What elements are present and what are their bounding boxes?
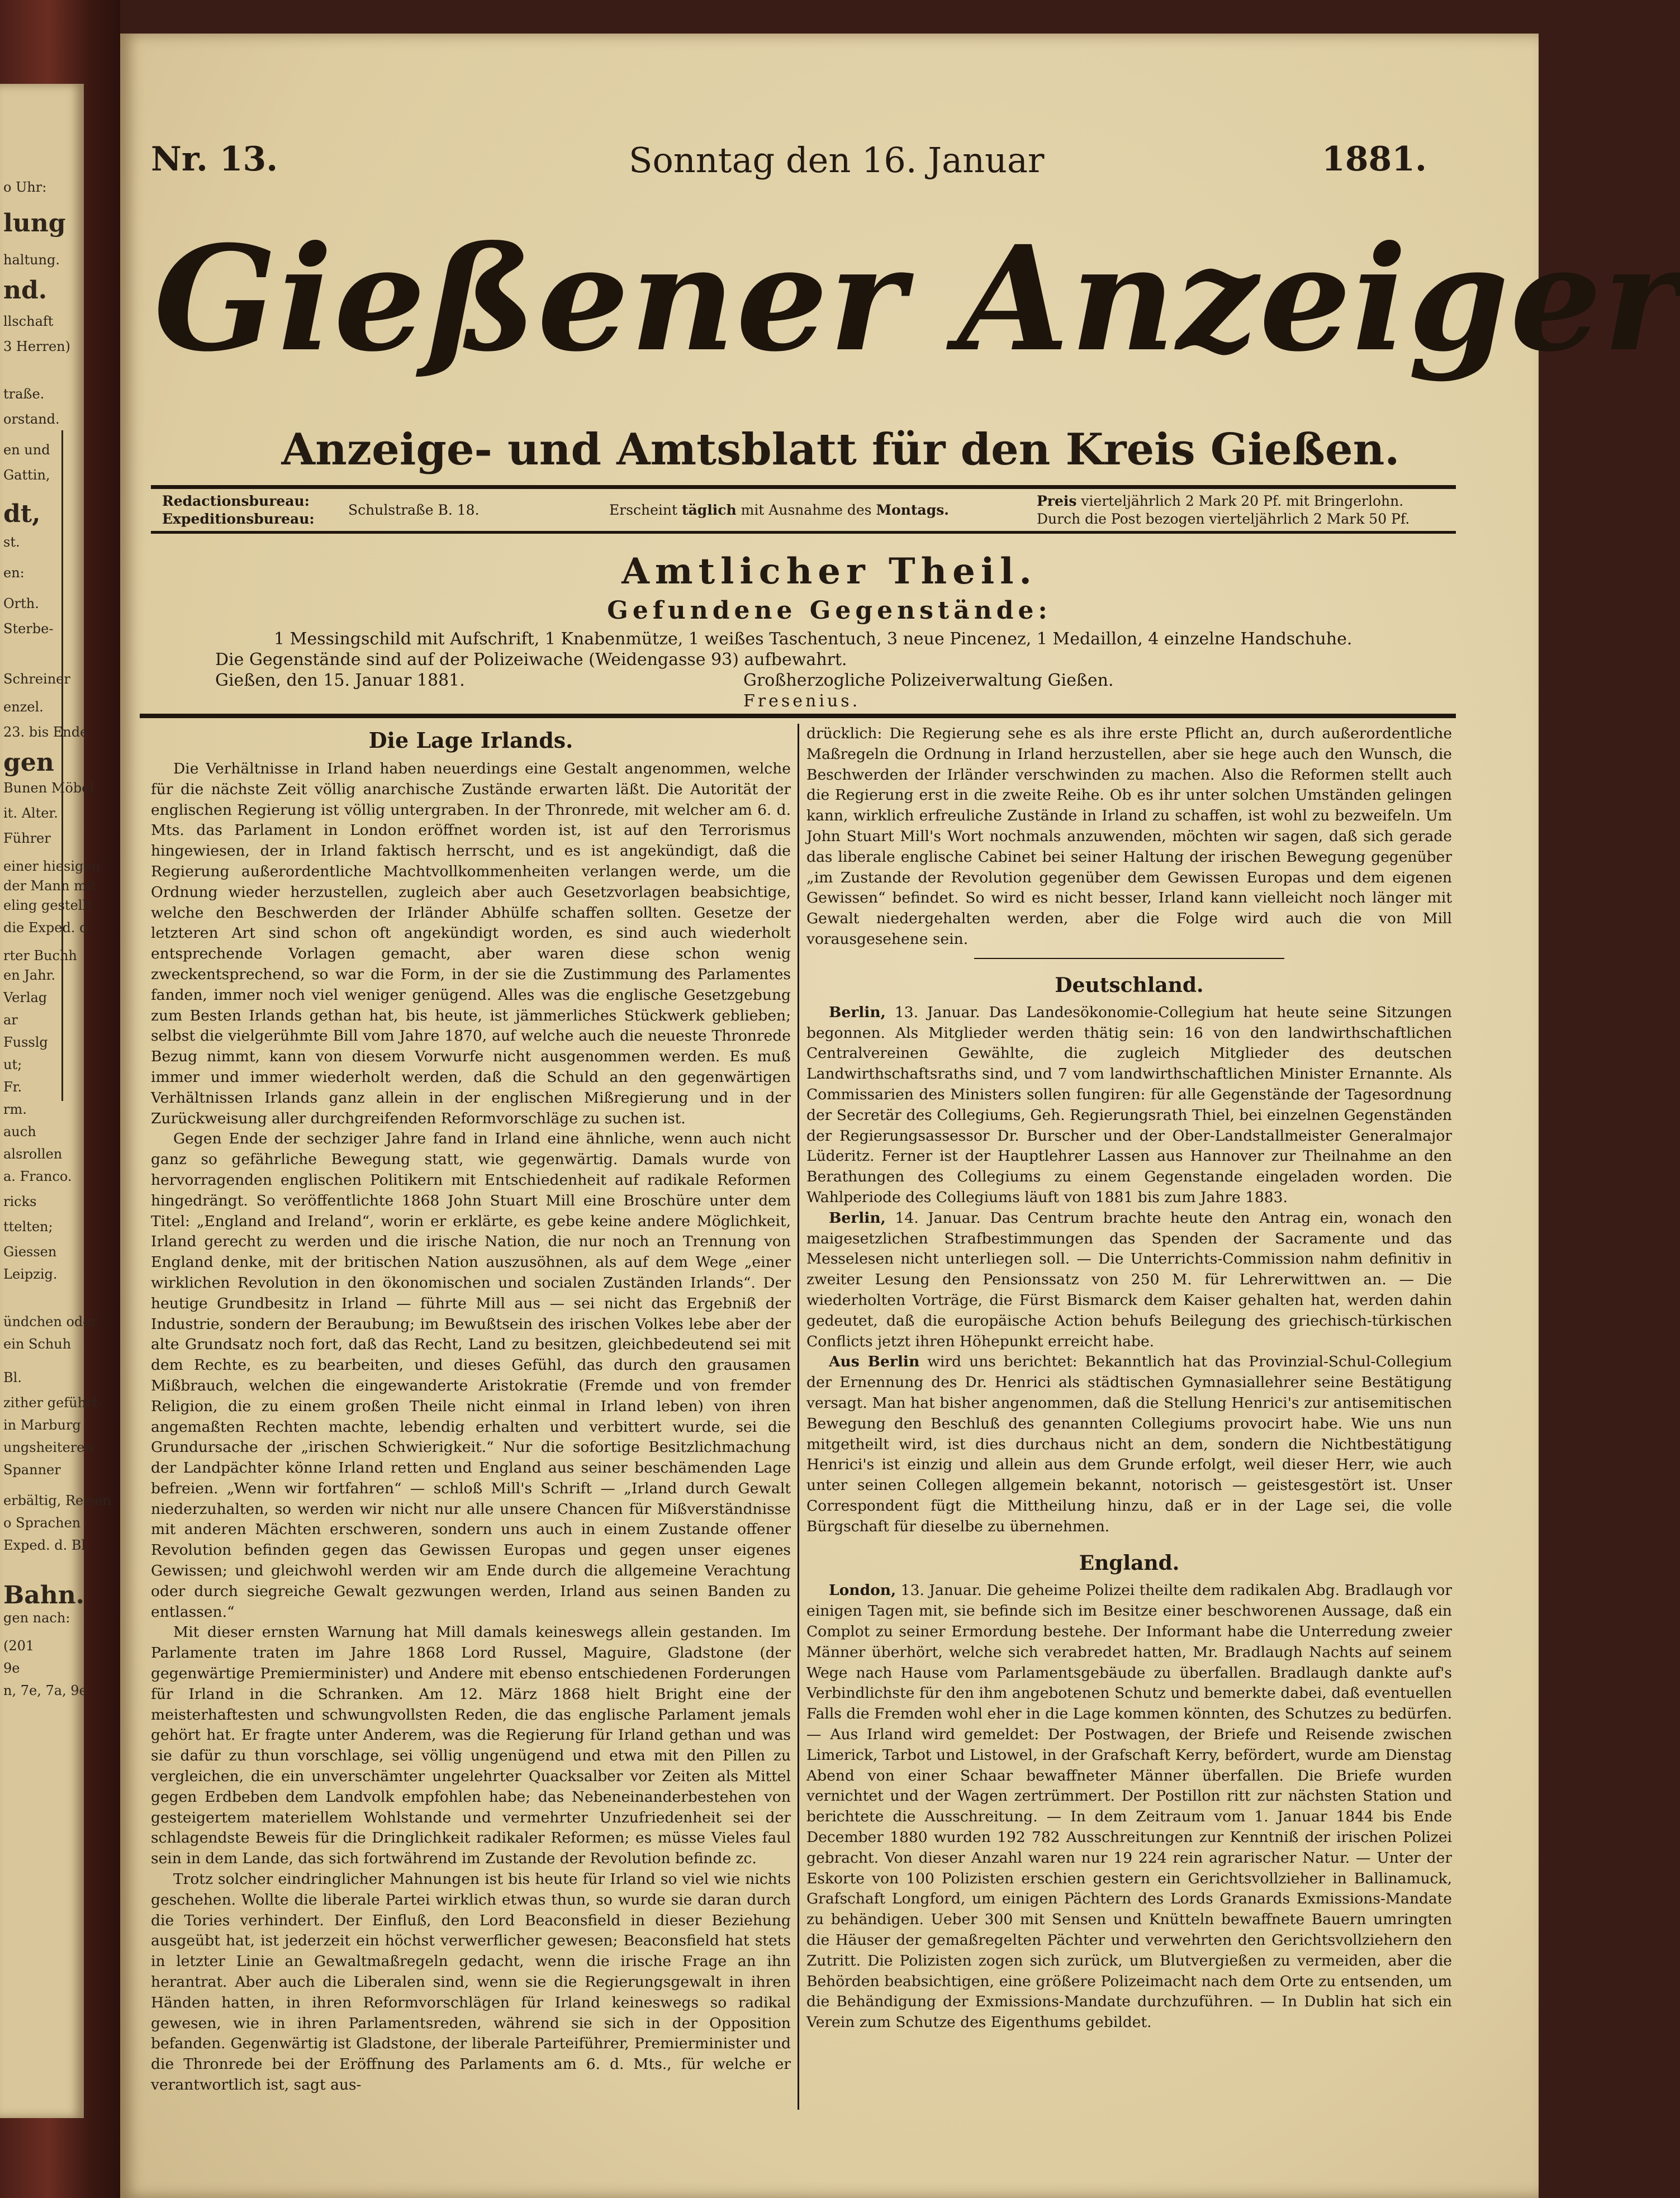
- article-end-rule: [974, 958, 1284, 959]
- previous-page-fragment: ut;: [3, 1057, 22, 1072]
- section-heading-deutschland: Deutschland.: [1055, 973, 1204, 997]
- previous-page-fragment: Verlag: [3, 990, 48, 1005]
- previous-page-fragment: gen nach:: [3, 1610, 70, 1626]
- previous-page-fragment: erbältig, Reisen: [3, 1493, 111, 1508]
- previous-page-edge: [0, 84, 111, 2118]
- column-divider: [798, 724, 799, 2110]
- previous-page-fragment: Fusslg: [3, 1034, 48, 1050]
- previous-page-fragment: gen: [3, 748, 54, 777]
- article-paragraph: Trotz solcher eindringlicher Mahnungen ist bis heute für Irland so viel wie nichts geschehen. Wollte die liberale Partei wirklich etwas thun, so wurde sie daran durch die Tories verhindert. Der Einfluß, den Lord Beaconsfield in dieser Beziehung ausgeübt hat, ist jederzeit ein höchst verwerflicher gewesen; Beaconsfield hat stets in letzter Linie an Gewaltmaßregeln gedacht, wenn die irische Frage an ihn herantrat. Aber auch die Liberalen sind, wenn sie die Regierungsgewalt in ihren Händen hatten, in ihren Reformvorschlägen für Irland keineswegs so radikal gewesen, wie in ihren Parlamentsreden, während sie sich in der Opposition befanden. Gegenwärtig ist Gladstone, der liberale Parteiführer, Premierminister und die Thronrede bei der Eröffnung des Parlaments am 6. d. Mts., für welche er verantwortlich ist, sagt aus-: [151, 1871, 791, 2093]
- storage-notice: Die Gegenstände sind auf der Polizeiwache (Weidengasse 93) aufbewahrt.: [215, 650, 847, 670]
- previous-page-fragment: ündchen oder: [3, 1314, 97, 1330]
- newspaper-subtitle: Anzeige- und Amtsblatt für den Kreis Gießen.: [281, 424, 1400, 475]
- news-dateline: Berlin,: [829, 1003, 886, 1021]
- news-dateline: Aus Berlin: [829, 1353, 920, 1371]
- previous-page-fragment: eling gestellt: [3, 898, 92, 913]
- news-item: [806, 1208, 1452, 1352]
- article-heading-ireland: Die Lage Irlands.: [368, 728, 573, 753]
- previous-page-fragment: einer hiesigen: [3, 858, 100, 874]
- newspaper-page: [120, 34, 1680, 2198]
- news-text: 13. Januar. Die geheime Polizei theilte dem radikalen Abg. Bradlaugh vor einigen Tagen mit, sie befinde sich im Besitze einer beschworenen Aussage, daß ein Complot zu seiner Ermordung bestehe. Der Informant habe die Unterredung zweier Männer überhört, welche sich verabredet hatten, Mr. Bradlaugh Nachts auf seinem Wege nach Hause vom Parlamentsgebäude zu überfallen. Bradlaugh dankte auf's Verbindlichste für den ihm angebotenen Schutz und bemerkte dabei, daß eventuellen Falls die Fremden wohl eher in die Lage kommen könnten, des Schutzes zu bedürfen. — Aus Irland wird gemeldet: Der Postwagen, der Briefe und Reisende zwischen Limerick, Tarbot und Listowel, in der Grafschaft Kerry, befördert, wurde am Dienstag Abend von einer Schaar bewaffneter Männer überfallen. Die Briefe wurden vernichtet und der Wagen zertrümmert. Der Postillon ritt zur nächsten Station und berichtete die Ausschreitung. — In dem Zeitraum vom 1. Januar 1844 bis Ende December 1880 wurden 192 782 Ausschreitungen zur Kenntniß der irischen Polizei gebracht. Von dieser Anzahl waren nur 19 224 rein agrarischer Natur. — Unter der Eskorte von 100 Polizisten erschien gestern ein Gerichtsvollzieher in Ballinamuck, Grafschaft Longford, um einigen Pächtern des Lords Granards Exmissions-Mandate zu behändigen. Ueber 300 mit Sensen und Knütteln bewaffnete Bauern umringten die Häuser der gemaßregelten Pächter und verwehrten den Gerichtsvollziehern den Zutritt. Die Polizisten zogen sich zurück, um Blutvergießen zu vermeiden, aber die Behörden beabsichtigen, eine größere Polizeimacht nach dem Orte zu entsenden, um die Behändigung der Exmissions-Mandate durchzuführen. — In Dublin hat sich ein Verein zum Schutze des Eigenthums gebildet.: [806, 1582, 1452, 2031]
- news-item: [806, 1580, 1452, 2033]
- news-text: 14. Januar. Das Centrum brachte heute den Antrag ein, wonach den maigesetzlichen Strafbestimmungen das Spenden der Sacramente und das Messelesen nicht unterliegen soll. — Die Unterrichts-Commission nahm definitiv in zweiter Lesung den Pensionssatz von 250 M. für Lehrerwittwen an. — Die wiederholten Vorträge, die Fürst Bismarck dem Kaiser gehalten hat, werden dahin gedeutet, daß die europäische Action behufs Beilegung des griechisch-türkischen Conflicts jetzt ihren Höhepunkt erreicht habe.: [806, 1209, 1452, 1350]
- amtlicher-rule: [140, 714, 1456, 718]
- news-dateline: Berlin,: [829, 1209, 886, 1227]
- previous-page-fragment: en Jahr.: [3, 967, 56, 983]
- article-paragraph: Gegen Ende der sechziger Jahre fand in Irland eine ähnliche, wenn auch nicht ganz so gefährliche Bewegung statt, wie gegenwärtig. Damals wurde von hervorragenden englischen Politikern mit Entschiedenheit auf radikale Reformen hingedrängt. So veröffentlichte 1868 John Stuart Mill eine Broschüre unter dem Titel: „England and Ireland“, worin er erklärte, es gebe keine andere Möglichkeit, Irland gerecht zu werden und die irische Nation, die nur noch an Trennung von England denke, mit der britischen Nation auszusöhnen, als auf dem Wege „einer wirklichen Revolution in den ökonomischen und socialen Zuständen Irlands“. Der heutige Grundbesitz in Irland — führte Mill aus — sei nicht das Ergebniß der Industrie, sondern der Beraubung; im Bewußtsein des irischen Volkes lebe aber der alte Grundsatz noch fort, daß das Recht, Land zu besitzen, gleichbedeutend sei mit dem Rechte, es zu bearbeiten, und dieses Gefühl, das durch den grausamen Mißbrauch, welchen die eingewanderte Aristokratie (Fremde und von fremder Religion, die zu einem großen Theile nicht einmal in Irland leben) von ihren angemaßten Rechten machte, lebendig erhalten und verbittert wurde, sei die Grundursache der „irischen Schwierigkeit.“ Nur die sofortige Besitzlichmachung der Landpächter könne Irland retten und England aus seiner beschämenden Lage befreien. „Wenn wir fortfahren“ — schloß Mill's Schrift — „Irland durch Gewalt niederzuhalten, so werden wir nicht nur alle unsere Chancen für Mißverständnisse mit anderen Mächten erschweren, sondern uns auch in einem Zustande offener Revolution befinden gegen das Gewissen Europas und gegen unser eigenes Gewissen; und gleichwohl werden wir am Ende durch die allgemeine Verachtung oder durch siegreiche Gewalt gezwungen werden, Irland aus seinen Banden zu entlassen.“: [151, 1130, 791, 1621]
- previous-page-fragment: orstand.: [3, 411, 60, 427]
- previous-page-fragment: enzel.: [3, 699, 44, 715]
- previous-page-fragment: dt,: [3, 500, 41, 528]
- subscription-price: Preis vierteljährlich 2 Mark 20 Pf. mit Bringerlohn.: [1037, 493, 1404, 509]
- previous-page-fragment: n, 7e, 7a, 9e: [3, 1683, 87, 1698]
- issue-number: Nr. 13.: [151, 140, 278, 179]
- news-item: [806, 1352, 1452, 1537]
- previous-page-fragment: lung: [3, 209, 66, 238]
- previous-page-fragment: Führer: [3, 830, 51, 846]
- previous-page-fragment: in Marburg: [3, 1417, 81, 1433]
- previous-page-fragment: it. Alter.: [3, 805, 58, 821]
- masthead-rule-bottom: [151, 531, 1456, 534]
- previous-page-fragment: rter Buchh: [3, 948, 77, 963]
- previous-page-fragment: ungsheiteren: [3, 1440, 93, 1455]
- previous-page-fragment: st.: [3, 534, 20, 550]
- previous-page-fragment: ttelten;: [3, 1219, 53, 1235]
- notice-place-date: Gießen, den 15. Januar 1881.: [215, 671, 465, 690]
- previous-page-fragment: en und: [3, 442, 50, 458]
- previous-page-fragment: Orth.: [3, 596, 39, 611]
- previous-page-fragment: nd.: [3, 276, 48, 305]
- newspaper-title: Gießener Anzeiger: [154, 214, 1680, 383]
- previous-page-fragment: o Sprachen: [3, 1515, 81, 1531]
- issue-date: Sonntag den 16. Januar: [629, 140, 1045, 181]
- previous-page-fragment: der Mann mit: [3, 878, 97, 894]
- notice-authority: Großherzogliche Polizeiverwaltung Gießen.: [743, 671, 1114, 690]
- article-continuation: drücklich: Die Regierung sehe es als ihre erste Pflicht an, durch außerordentliche Maßregeln die Ordnung in Irland herzustellen, aber sie hege auch den Wunsch, die Beschwerden der Irländer verschwinden zu machen. Also die Reformen stellt auch die Regierung erst in die zweite Reihe. Ob es ihr unter solchen Umständen gelingen kann, wirklich erfreuliche Zustände in Irland zu schaffen, ist wohl zu bezweifeln. Um John Stuart Mill's Wort nochmals anzuwenden, möchten wir sagen, daß sich gerade das liberale englische Cabinet bei seiner Haltung der irischen Bewegung gegenüber „im Zustande der Revolution gegenüber dem Gewissen Europas und dem eigenen Gewissen“ befindet. So wird es nicht besser, Irland kann vielleicht noch länger mit Gewalt niedergehalten werden, aber die Folge wird auch die von Mill vorausgesehene sein.: [806, 725, 1452, 948]
- previous-page-fragment: 3 Herren): [3, 339, 70, 354]
- publication-frequency: Erscheint täglich mit Ausnahme des Montags.: [609, 502, 949, 518]
- previous-page-fragment: traße.: [3, 386, 45, 402]
- previous-page-fragment: ar: [3, 1012, 18, 1028]
- news-dateline: London,: [829, 1582, 896, 1599]
- section-heading-england: England.: [1079, 1551, 1180, 1575]
- article-paragraph: Die Verhältnisse in Irland haben neuerdings eine Gestalt angenommen, welche für die nächste Zeit völlig anarchische Zustände erwarten läßt. Die Autorität der englischen Regierung ist völlig untergraben. In der Thronrede, mit welcher am 6. d. Mts. das Parlament in London eröffnet worden ist, ist auf den Terrorismus hingewiesen, der in Irland faktisch herrscht, und es ist angekündigt, daß die Regierung außerordentliche Machtvollkommenheiten verlangen werde, um die Ordnung wieder herzustellen, zugleich aber auch Gesetzvorlagen beabsichtige, welche den Beschwerden der Irländer Abhülfe schaffen sollten. Gesetze der letzteren Art sind schon oft angekündigt worden, es sind auch wiederholt entsprechende Vorlagen gemacht, aber waren diese schon wenig zweckentsprechend, so war die Form, in der sie die Zustimmung des Parlamentes fanden, immer noch viel weniger genügend. Alles was die englische Gesetzgebung zum Besten Irlands gethan hat, bis heute, ist jämmerliches Stückwerk geblieben; selbst die vielgerühmte Bill vom Jahre 1870, auf welche auch die neueste Thronrede Bezug nimmt, kann von diesem Vorwurfe nicht ausgenommen werden. Es muß immer und immer wiederholt werden, daß die Schuld an den gegenwärtigen Verhältnissen Irlands ganz allein in der englischen Mißregierung und in der Zurückweisung aller durchgreifenden Reformvorschläge zu suchen ist.: [151, 760, 791, 1127]
- previous-page-fragment: Bahn.: [3, 1581, 84, 1610]
- issue-year: 1881.: [1322, 140, 1427, 179]
- previous-page-fragment: rm.: [3, 1102, 27, 1117]
- previous-page-fragment: zither geführt: [3, 1395, 98, 1411]
- previous-page-fragment: Bunen Möbel: [3, 780, 94, 796]
- news-text: 13. Januar. Das Landesökonomie-Collegium hat heute seine Sitzungen begonnen. Als Mitglieder werden thätig sein: 16 von den landwirthschaftlichen Centralvereinen Gewählte, die zugleich Mitglieder des deutschen Landwirthschaftsraths sind, und 7 vom landwirthschaftlichen Minister Ernannte. Als Commissarien des Ministers sollen fungiren: für alle Gegenstände der Tagesordnung der Secretär des Collegiums, Geh. Regierungsrath Thiel, bei einzelnen Gegenständen der Regierungsassessor Dr. Burscher und der Ober-Landstallmeister Generalmajor Lüderitz. Ferner ist der Hauptlehrer Lassen aus Hannover zur Theilnahme an den Berathungen des Collegiums zu einem Gegenstande eingeladen worden. Die Wahlperiode des Collegiums läuft von 1881 bis zum Jahre 1883.: [806, 1003, 1452, 1206]
- previous-page-fragment: Sterbe-: [3, 621, 54, 637]
- postal-price: Durch die Post bezogen vierteljährlich 2 Mark 50 Pf.: [1037, 511, 1410, 527]
- previous-page-fragment: 23. bis Ende: [3, 724, 88, 740]
- redaction-label: Redactionsbureau:: [162, 493, 310, 509]
- previous-page-fragment: Leipzig.: [3, 1266, 58, 1282]
- news-text: wird uns berichtet: Bekanntlich hat das Provinzial-Schul-Collegium der Ernennung des Dr. Henrici als städtischen Gymnasiallehrer seine Bestätigung versagt. Man hat bisher angenommen, daß die Stellung Henrici's zur antisemitischen Bewegung den Beschluß des genannten Collegiums provocirt habe. Wie uns nun mitgetheilt wird, ist dies durchaus nicht an dem, sondern die Nichtbestätigung Henrici's ist einzig und allein aus dem Grunde erfolgt, weil dieser Herr, wie auch unter seinen Collegen allgemein bekannt, notorisch — geistesgestört ist. Unser Correspondent fügt die Mittheilung hinzu, daß er in der Lage sei, die volle Bürgschaft für dieselbe zu übernehmen.: [806, 1353, 1452, 1535]
- previous-page-fragment: Gattin,: [3, 467, 50, 483]
- previous-page-fragment: alsrollen: [3, 1146, 63, 1162]
- article-column-right: [806, 724, 1452, 2112]
- office-address: Schulstraße B. 18.: [348, 502, 480, 518]
- previous-page-fragment: ricks: [3, 1194, 37, 1209]
- previous-page-fragment: Giessen: [3, 1244, 57, 1260]
- previous-page-fragment: Exped. d. Bl.: [3, 1537, 90, 1553]
- previous-page-fragment: Fr.: [3, 1079, 22, 1095]
- previous-page-fragment: auch: [3, 1124, 36, 1140]
- masthead-rule-top: [151, 485, 1456, 489]
- previous-page-fragment: en:: [3, 565, 25, 581]
- previous-page-fragment: llschaft: [3, 314, 54, 329]
- previous-page-fragment: haltung.: [3, 252, 60, 268]
- expedition-label: Expeditionsbureau:: [162, 511, 315, 527]
- amtlicher-heading: Amtlicher Theil.: [621, 550, 1037, 592]
- previous-page-fragment: Schreiner: [3, 671, 70, 687]
- article-paragraph: Mit dieser ernsten Warnung hat Mill damals keineswegs allein gestanden. Im Parlamente traten im Jahre 1868 Lord Russel, Maguire, Gladstone (der gegenwärtige Premierminister) und Andere mit ebenso entschiedenen Forderungen für Irland in die Schranken. Am 12. März 1868 hielt Bright eine der meisterhaftesten und schwungvollsten Reden, die das englische Parlament jemals gehört hat. Er fragte unter Anderem, was die Regierung für Irland gethan und was sie dafür zu thun vorschlage, sei völlig ungenügend und etwa mit den Pillen zu vergleichen, die ein unverschämter ungelehrter Quacksalber vor Zeiten als Mittel gegen Erdbeben dem Landvolk empfohlen habe; das Nebeneinanderbestehen von gesteigertem materiellem Wohlstande und vermehrter Unzufriedenheit sei der schlagendste Beweis für die Dringlichkeit radikaler Reformen; es müsse Vieles faul sein in dem Lande, das sich fortwährend im Zustande der Revolution befinde zc.: [151, 1623, 791, 1868]
- previous-page-fragment: a. Franco.: [3, 1169, 72, 1184]
- article-column-left: [151, 727, 791, 2112]
- found-items-heading: Gefundene Gegenstände:: [607, 596, 1052, 625]
- found-items-list: 1 Messingschild mit Aufschrift, 1 Knabenmütze, 1 weißes Taschentuch, 3 neue Pincenez, 1 Medaillon, 4 einzelne Handschuhe.: [274, 629, 1352, 649]
- previous-page-fragment: 9e: [3, 1660, 20, 1676]
- previous-page-fragment: ein Schuh: [3, 1336, 72, 1352]
- previous-page-fragment: die Exped. d.: [3, 920, 93, 936]
- previous-page-fragment: Spanner: [3, 1462, 61, 1478]
- notice-signature: Fresenius.: [743, 691, 861, 711]
- previous-page-fragment: o Uhr:: [3, 179, 47, 195]
- previous-page-fragment: Bl.: [3, 1370, 22, 1385]
- previous-page-fragment: (201: [3, 1638, 35, 1654]
- news-item: [806, 1003, 1452, 1208]
